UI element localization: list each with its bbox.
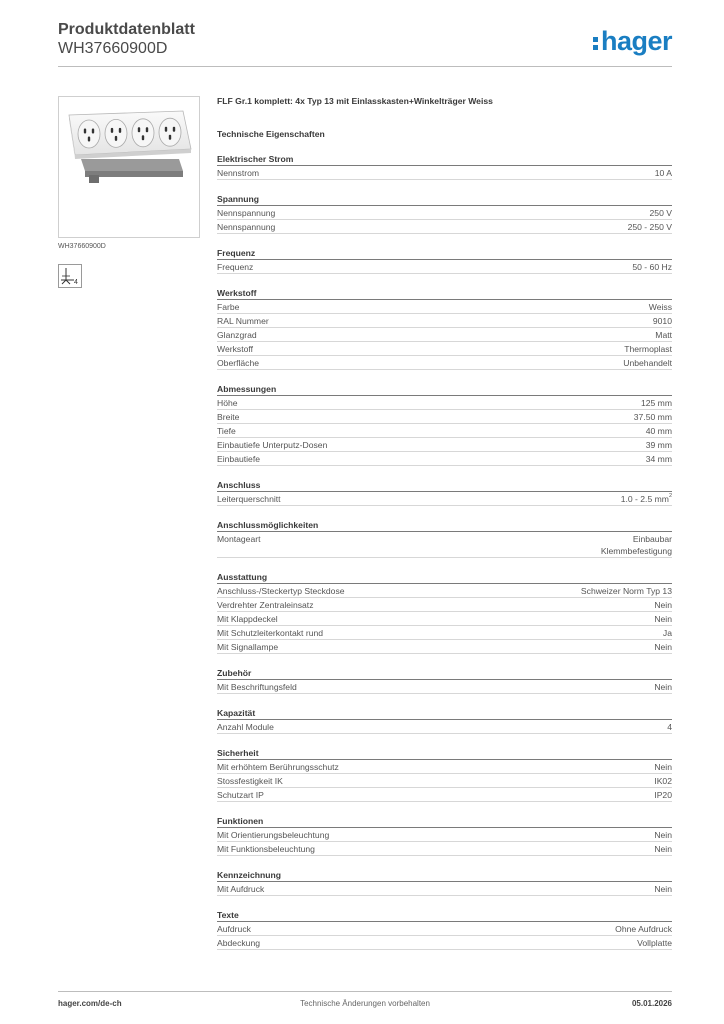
property-label: Mit Aufdruck [217,884,265,894]
property-row [217,328,672,342]
property-label: Tiefe [217,426,236,436]
logo-text: hager [600,26,672,56]
property-value-text: 50 - 60 Hz [632,262,672,272]
group-title: Ausstattung [217,571,672,584]
property-value [624,343,672,355]
property-value [581,585,672,597]
property-label: Montageart [217,534,261,544]
property-row [217,314,672,328]
property-label: Werkstoff [217,344,253,354]
property-label: Glanzgrad [217,330,257,340]
property-group [217,519,672,558]
flush-mount-icon [59,265,81,287]
property-row [217,424,672,438]
property-group [217,707,672,734]
property-value-text [621,493,672,505]
group-title: Kennzeichnung [217,869,672,882]
property-value [649,301,672,313]
logo-dots-icon [592,30,600,50]
footer-divider [58,991,672,992]
property-value-text: 250 V [649,208,672,218]
footer-website-link[interactable]: hager.com/de-ch [58,999,122,1008]
property-row [217,612,672,626]
property-group [217,667,672,694]
property-value [637,937,672,949]
property-value [632,261,672,273]
property-row [217,828,672,842]
product-code: WH37660900D [58,40,168,57]
group-title: Anschluss [217,479,672,492]
property-value [623,357,672,369]
property-value-text: 250 - 250 V [627,222,672,232]
property-label: Nennspannung [217,222,276,232]
property-label: Leiterquerschnitt [217,494,281,504]
socket-face [78,120,100,148]
document-header [58,20,195,58]
property-group [217,247,672,274]
property-label: Mit Funktionsbeleuchtung [217,844,315,854]
property-label: Stossfestigkeit IK [217,776,283,786]
property-value [655,329,672,341]
property-label: Nennspannung [217,208,276,218]
property-value [654,775,672,787]
socket-face [132,119,154,147]
property-label: Nennstrom [217,168,260,178]
property-row [217,720,672,734]
group-title: Anschlussmöglichkeiten [217,519,672,532]
property-group [217,747,672,802]
property-value-line2: Klemmbefestigung [600,546,672,556]
property-value-text: 39 mm [645,440,672,450]
footer-date: 05.01.2026 [631,999,672,1008]
property-row [217,342,672,356]
property-label: RAL Nummer [217,316,269,326]
property-label: Abdeckung [217,938,261,948]
property-value [615,923,672,935]
property-label: Mit Klappdeckel [217,614,278,624]
property-row [217,598,672,612]
installation-symbol [58,264,82,288]
property-value [650,207,672,219]
group-title: Sicherheit [217,747,672,760]
property-row [217,452,672,466]
property-value [646,439,672,451]
symbol-label: 4 [74,279,78,286]
property-value [621,493,672,505]
group-title: Funktionen [217,815,672,828]
property-label: Aufdruck [217,924,251,934]
property-value [628,221,672,233]
property-value-text: IP20 [654,790,672,800]
property-value-text: 40 mm [645,426,672,436]
property-value-text: Ohne Aufdruck [615,924,672,934]
property-value-text: Nein [654,844,672,854]
group-title: Texte [217,909,672,922]
property-row [217,936,672,950]
property-group [217,383,672,466]
property-label: Mit erhöhtem Berührungsschutz [217,762,339,772]
property-value-text: Nein [654,884,672,894]
property-value-text: 9010 [652,316,672,326]
property-value [654,829,672,841]
property-label: Oberfläche [217,358,260,368]
technical-properties-heading: Technische Eigenschaften [217,129,325,139]
property-value [654,681,672,693]
page-footer [58,999,672,1011]
property-value-main: 1.0 - 2.5 mm [620,494,669,504]
property-value [646,453,672,465]
product-image [58,96,200,238]
socket-strip-illustration [59,97,199,237]
property-value [654,761,672,773]
property-value [654,599,672,611]
property-row [217,680,672,694]
product-details [217,96,672,950]
property-value-text: 10 A [654,168,672,178]
property-label: Breite [217,412,240,422]
image-caption: WH37660900D [58,243,106,250]
property-row [217,220,672,234]
property-label: Anzahl Module [217,722,274,732]
property-value [667,721,672,733]
property-row [217,584,672,598]
unit-superscript: 2 [668,493,672,499]
property-value [655,167,672,179]
property-value [654,641,672,653]
property-row [217,640,672,654]
property-value-text: Nein [654,830,672,840]
property-label: Anschluss-/Steckertyp Steckdose [217,586,345,596]
property-value-text: 125 mm [640,398,672,408]
property-value [663,627,672,639]
property-value-text: Nein [654,600,672,610]
property-value-text: 4 [667,722,672,732]
property-row [217,206,672,220]
property-row [217,438,672,452]
property-row [217,410,672,424]
property-value [654,613,672,625]
property-label: Mit Schutzleiterkontakt rund [217,628,324,638]
footer-notice: Technische Änderungen vorbehalten [300,999,430,1008]
property-value-text: Nein [654,762,672,772]
property-value-text: Vollplatte [637,938,672,948]
group-title: Spannung [217,193,672,206]
property-group [217,571,672,654]
property-value-text: Schweizer Norm Typ 13 [580,586,672,596]
property-row [217,396,672,410]
property-label: Mit Beschriftungsfeld [217,682,297,692]
property-group [217,153,672,180]
hager-logo[interactable] [592,26,672,56]
group-title: Werkstoff [217,287,672,300]
property-value-text: Nein [654,682,672,692]
property-value-text: Nein [654,642,672,652]
socket-face [159,118,181,146]
property-value-text: Einbaubar [632,534,672,544]
group-title: Elektrischer Strom [217,153,672,166]
property-label: Mit Signallampe [217,642,279,652]
property-row [217,788,672,802]
property-row [217,774,672,788]
property-row [217,492,672,506]
property-group [217,479,672,506]
property-value [641,397,672,409]
property-label: Frequenz [217,262,254,272]
property-group [217,193,672,234]
property-row [217,356,672,370]
property-value-text: Nein [654,614,672,624]
group-title: Abmessungen [217,383,672,396]
property-value [601,533,672,557]
property-value [654,883,672,895]
property-row [217,260,672,274]
property-value-text: Unbehandelt [623,358,672,368]
header-divider [58,66,672,67]
group-title: Zubehör [217,667,672,680]
property-label: Einbautiefe Unterputz-Dosen [217,440,328,450]
document-type-title: Produktdatenblatt [58,21,195,38]
property-group [217,287,672,370]
property-value-text: Ja [662,628,672,638]
group-title: Frequenz [217,247,672,260]
property-group [217,869,672,896]
property-value [653,315,672,327]
property-row [217,882,672,896]
property-value [646,425,672,437]
property-value-text: Thermoplast [624,344,672,354]
property-value [654,843,672,855]
property-groups [217,153,672,950]
property-row [217,166,672,180]
property-row [217,760,672,774]
product-title: FLF Gr.1 komplett: 4x Typ 13 mit Einlasskasten+Winkelträger Weiss [217,96,493,106]
property-label: Einbautiefe [217,454,261,464]
property-value-text: IK02 [654,776,672,786]
property-row [217,922,672,936]
property-row [217,532,672,558]
property-value-text: Matt [655,330,672,340]
property-group [217,815,672,856]
property-value [654,789,672,801]
socket-face [105,119,127,147]
property-label: Farbe [217,302,240,312]
property-row [217,626,672,640]
property-value-text: Weiss [648,302,672,312]
property-value [634,411,672,423]
property-label: Schutzart IP [217,790,264,800]
property-label: Verdrehter Zentraleinsatz [217,600,314,610]
property-row [217,842,672,856]
group-title: Kapazität [217,707,672,720]
property-value-text: 37.50 mm [633,412,672,422]
property-value-text: 34 mm [645,454,672,464]
property-label: Höhe [217,398,238,408]
property-row [217,300,672,314]
property-label: Mit Orientierungsbeleuchtung [217,830,330,840]
property-group [217,909,672,950]
